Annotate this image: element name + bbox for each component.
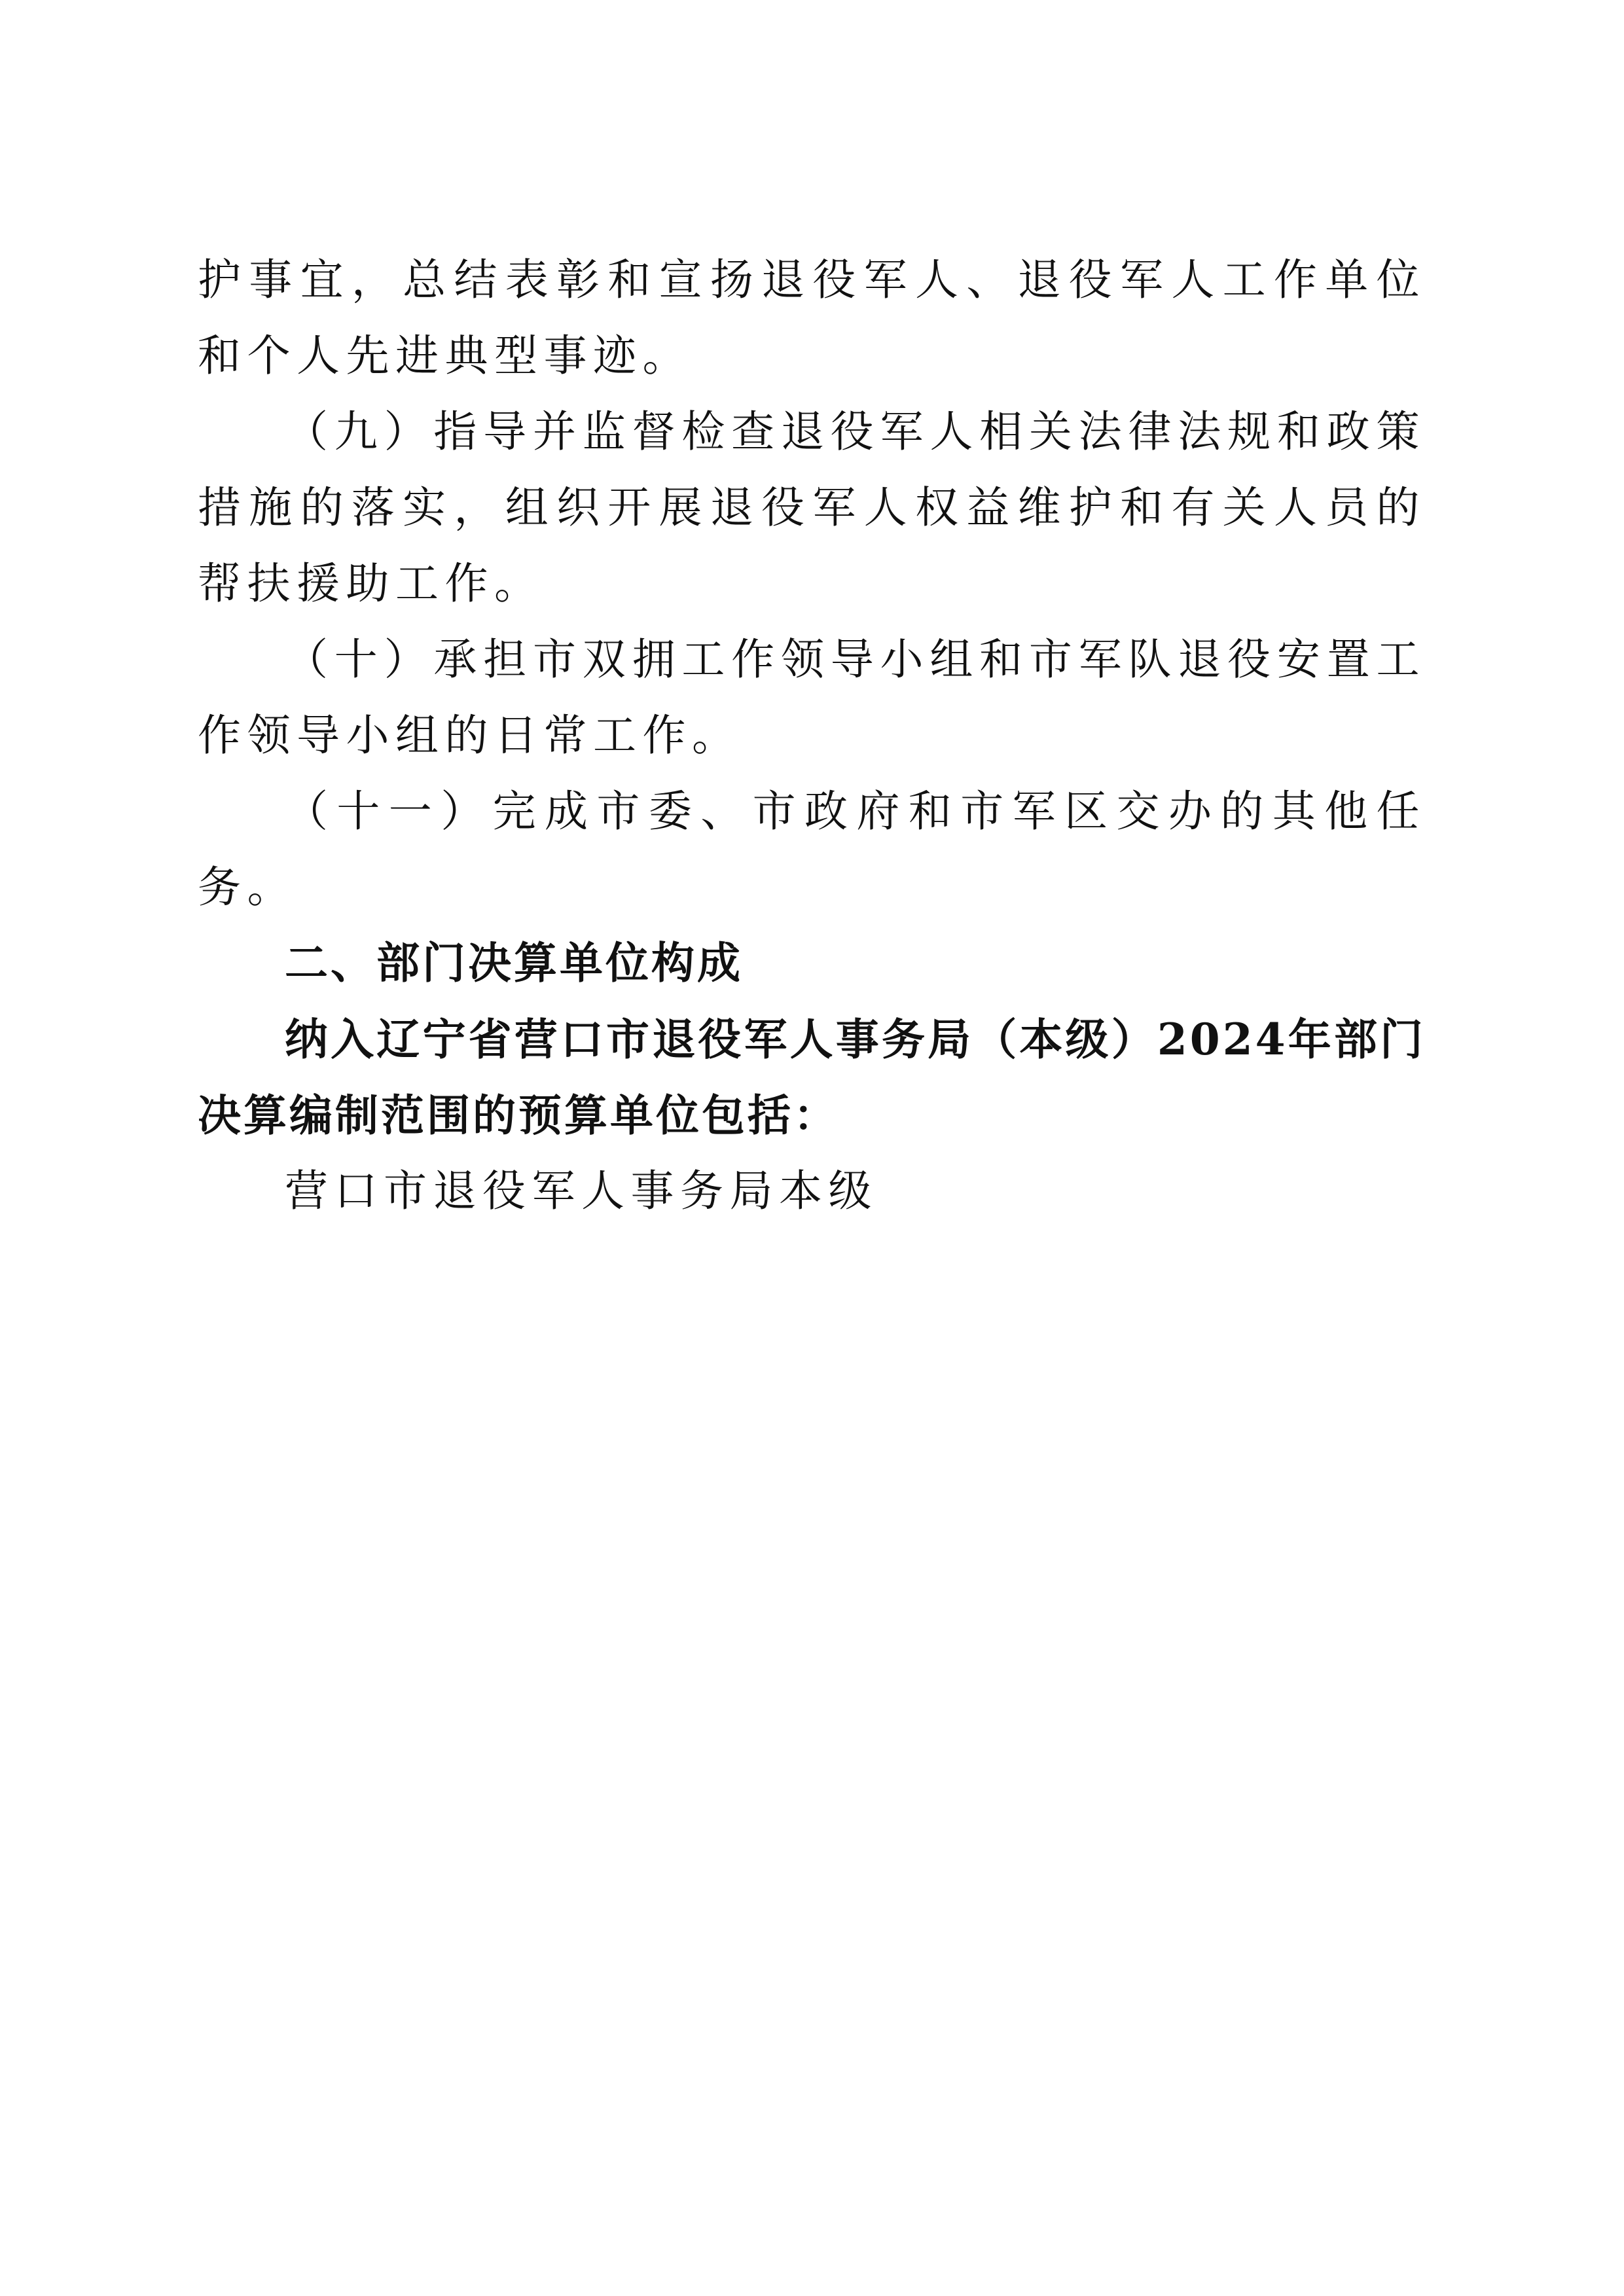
paragraph-duty-9: （九）指导并监督检查退役军人相关法律法规和政策措施的落实，组织开展退役军人权益维护和有关人员的帮扶援助工作。 bbox=[198, 406, 1426, 609]
section-heading: 二、部门决算单位构成 bbox=[285, 938, 743, 988]
paragraph-duty-11: （十一）完成市委、市政府和市军区交办的其他任务。 bbox=[198, 786, 1426, 912]
paragraph-duty-8-continuation: 护事宜，总结表彰和宣扬退役军人、退役军人工作单位和个人先进典型事迹。 bbox=[198, 255, 1426, 381]
document-body bbox=[198, 242, 1426, 1229]
paragraph-duty-10: （十）承担市双拥工作领导小组和市军队退役安置工作领导小组的日常工作。 bbox=[198, 634, 1426, 761]
scope-statement: 纳入辽宁省营口市退役军人事务局（本级）2024年部门决算编制范围的预算单位包括： bbox=[198, 1014, 1426, 1141]
unit-list-item: 营口市退役军人事务局本级 bbox=[285, 1166, 878, 1216]
